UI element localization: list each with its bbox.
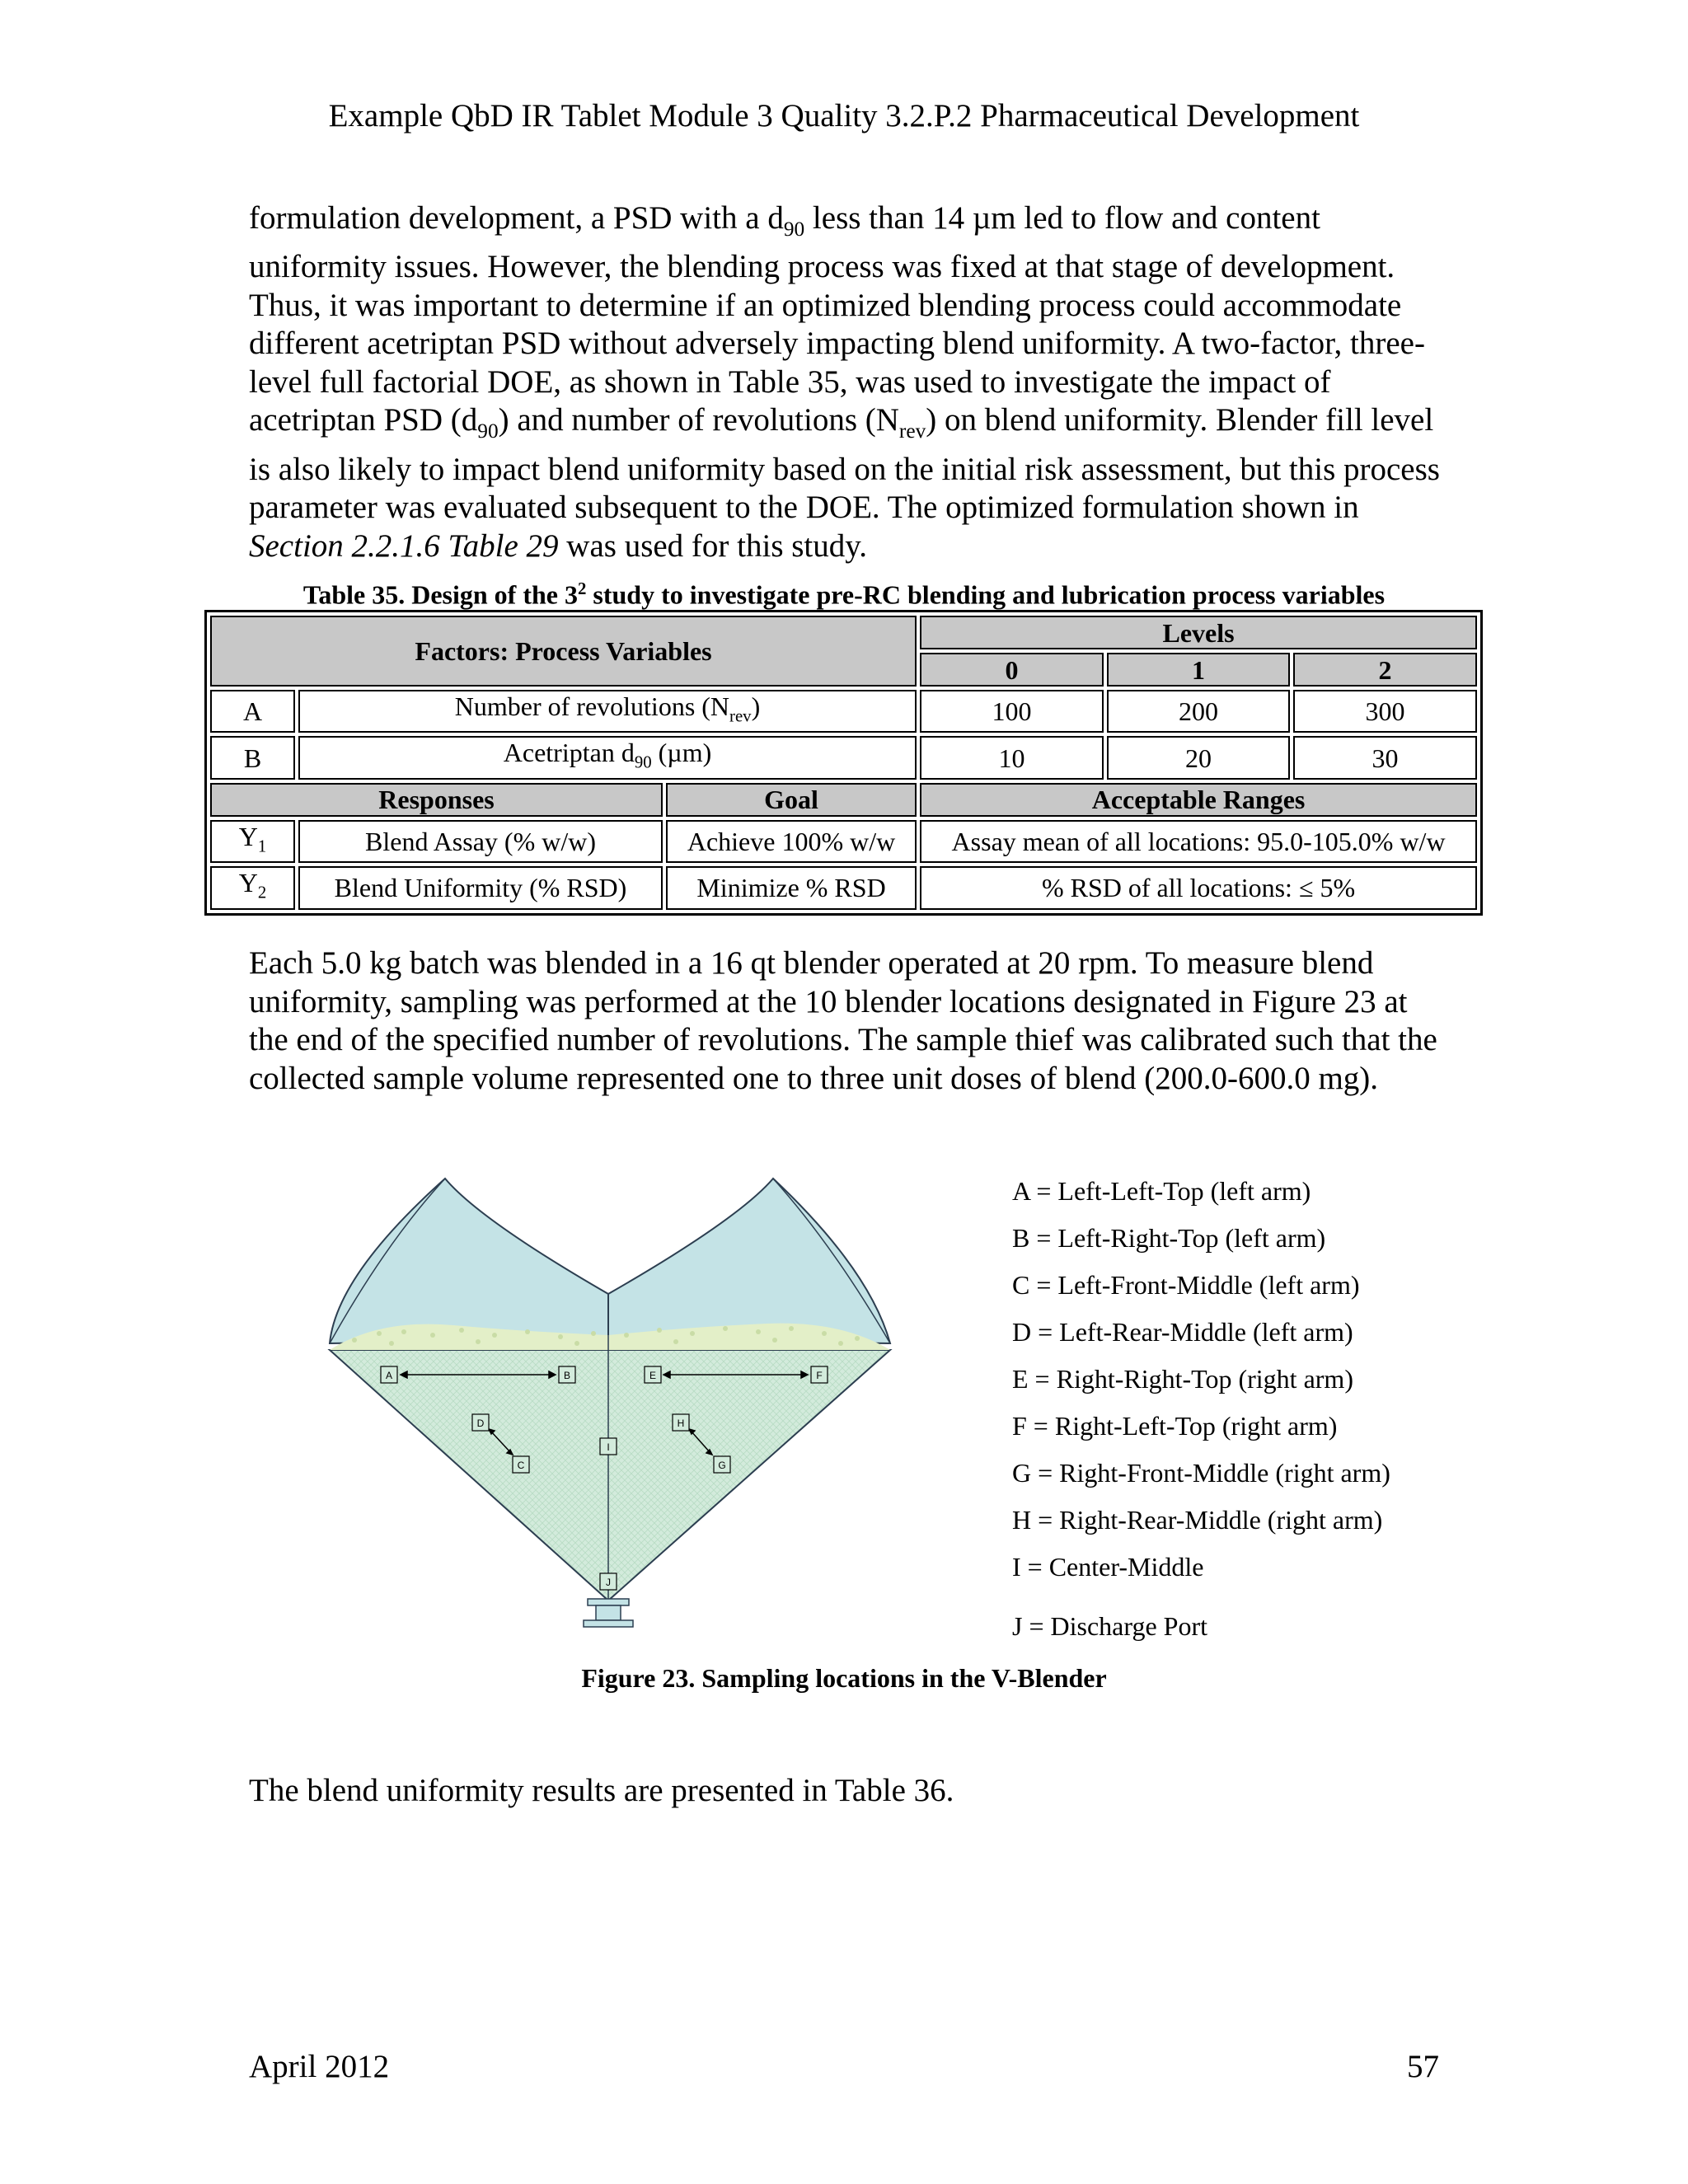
- results-paragraph: The blend uniformity results are presented in Table 36.: [249, 1773, 954, 1808]
- response-id: $Y_1$: [210, 820, 295, 863]
- factor-level-value: 200: [1107, 690, 1290, 733]
- legend-item: A = Left-Left-Top (left arm): [1012, 1176, 1311, 1206]
- svg-text:B: B: [563, 1370, 571, 1381]
- page-header: Example QbD IR Tablet Module 3 Quality 3.2.P.2 Pharmaceutical Development: [328, 98, 1360, 134]
- response-goal: Achieve 100% w/w: [666, 820, 917, 863]
- svg-text:I: I: [607, 1441, 610, 1453]
- level-1: 1: [1107, 653, 1290, 687]
- table-35-caption: Table 35. Design of the $3^2$ study to investigate pre-RC blending and lubrication process variables: [302, 579, 1386, 610]
- discharge-neck: [596, 1605, 621, 1620]
- v-blender-diagram: [321, 1170, 919, 1640]
- response-range: Assay mean of all locations: 95.0-105.0% w/w: [920, 820, 1477, 863]
- svg-text:C: C: [517, 1460, 525, 1471]
- sampling-location-d: [472, 1414, 489, 1431]
- factor-level-value: 10: [920, 736, 1104, 779]
- ranges-header: Acceptable Ranges: [920, 783, 1477, 817]
- factor-level-value: 30: [1293, 736, 1477, 779]
- response-name: Blend Uniformity (% RSD): [298, 866, 663, 909]
- right-arm-shell: [608, 1179, 890, 1343]
- factor-name: Acetriptan $d_{90}$ (µm): [298, 736, 917, 779]
- table-row: [210, 820, 1477, 863]
- figure-23-legend: [1012, 1174, 1390, 1657]
- factor-level-value: 20: [1107, 736, 1290, 779]
- legend-item: I = Center-Middle: [1012, 1552, 1204, 1582]
- table-row: [210, 690, 1477, 733]
- legend-item: J = Discharge Port: [1012, 1611, 1207, 1641]
- footer-date: April 2012: [249, 2049, 390, 2084]
- discharge-flange: [588, 1599, 629, 1605]
- factor-name: Number of revolutions $(N_{rev})$: [298, 690, 917, 733]
- figure-23-caption: Figure 23. Sampling locations in the V-Blender: [581, 1663, 1107, 1693]
- levels-header: Levels: [920, 616, 1477, 649]
- svg-text:G: G: [718, 1460, 726, 1471]
- response-name: Blend Assay (% w/w): [298, 820, 663, 863]
- left-arm-shell: [330, 1179, 608, 1343]
- sampling-location-g: [714, 1456, 730, 1473]
- sampling-location-i: [600, 1438, 617, 1455]
- sampling-location-c: [513, 1456, 529, 1473]
- svg-text:E: E: [649, 1370, 657, 1381]
- sampling-location-b: [559, 1366, 575, 1383]
- factor-level-value: 100: [920, 690, 1104, 733]
- level-2: 2: [1293, 653, 1477, 687]
- legend-item: E = Right-Right-Top (right arm): [1012, 1364, 1353, 1394]
- table-row: [210, 866, 1477, 909]
- response-range: % RSD of all locations: ≤ 5%: [920, 866, 1477, 909]
- level-0: 0: [920, 653, 1104, 687]
- table-35: [204, 610, 1483, 916]
- sampling-location-j: [600, 1573, 617, 1590]
- sampling-location-a: [381, 1366, 397, 1383]
- sampling-location-h: [673, 1414, 689, 1431]
- factor-id: B: [210, 736, 295, 779]
- response-id: $Y_2$: [210, 866, 295, 909]
- response-goal: Minimize % RSD: [666, 866, 917, 909]
- factors-header: Factors: Process Variables: [210, 616, 917, 687]
- goal-header: Goal: [666, 783, 917, 817]
- svg-text:J: J: [606, 1577, 611, 1588]
- legend-item: B = Left-Right-Top (left arm): [1012, 1223, 1326, 1253]
- factor-level-value: 300: [1293, 690, 1477, 733]
- intro-paragraph: formulation development, a PSD with a $d_{90}$ less than 14 µm led to flow and content uniformity issues. However, the blending process was fixed at that stage of development. Thus, it was important to determine if an optimized blending process could accommodate different acetriptan PSD without adversely impacting blend uniformity. A two-factor, three-level full factorial DOE, as shown in Table 35, was used to investigate the impact of acetriptan PSD $(d_{90})$ and number of revolutions $(N_{rev})$ on blend uniformity. Blender fill level is also likely to impact blend uniformity based on the initial risk assessment, but this process parameter was evaluated subsequent to the DOE. The optimized formulation shown in Section 2.2.1.6 Table 29 was used for this study.: [249, 200, 1440, 564]
- responses-header: Responses: [210, 783, 663, 817]
- discharge-base: [584, 1620, 633, 1627]
- powder-bed: [330, 1350, 890, 1601]
- legend-item: F = Right-Left-Top (right arm): [1012, 1411, 1338, 1441]
- legend-item: C = Left-Front-Middle (left arm): [1012, 1270, 1360, 1300]
- table-row: [210, 736, 1477, 779]
- page-number: 57: [1407, 2049, 1439, 2084]
- svg-text:A: A: [385, 1370, 393, 1381]
- sampling-location-f: [811, 1366, 828, 1383]
- svg-text:F: F: [816, 1370, 823, 1381]
- sampling-location-e: [645, 1366, 661, 1383]
- svg-text:D: D: [476, 1418, 485, 1429]
- legend-item: G = Right-Front-Middle (right arm): [1012, 1458, 1390, 1488]
- factor-id: A: [210, 690, 295, 733]
- svg-text:H: H: [677, 1418, 685, 1429]
- legend-item: D = Left-Rear-Middle (left arm): [1012, 1317, 1353, 1347]
- sampling-paragraph: Each 5.0 kg batch was blended in a 16 qt blender operated at 20 rpm. To measure blend uniformity, sampling was performed at the 10 blender locations designated in Figure 23 at the end of the specified number of revolutions. The sample thief was calibrated such that the collected sample volume represented one to three unit doses of blend (200.0-600.0 mg).: [249, 945, 1437, 1096]
- legend-item: H = Right-Rear-Middle (right arm): [1012, 1505, 1383, 1535]
